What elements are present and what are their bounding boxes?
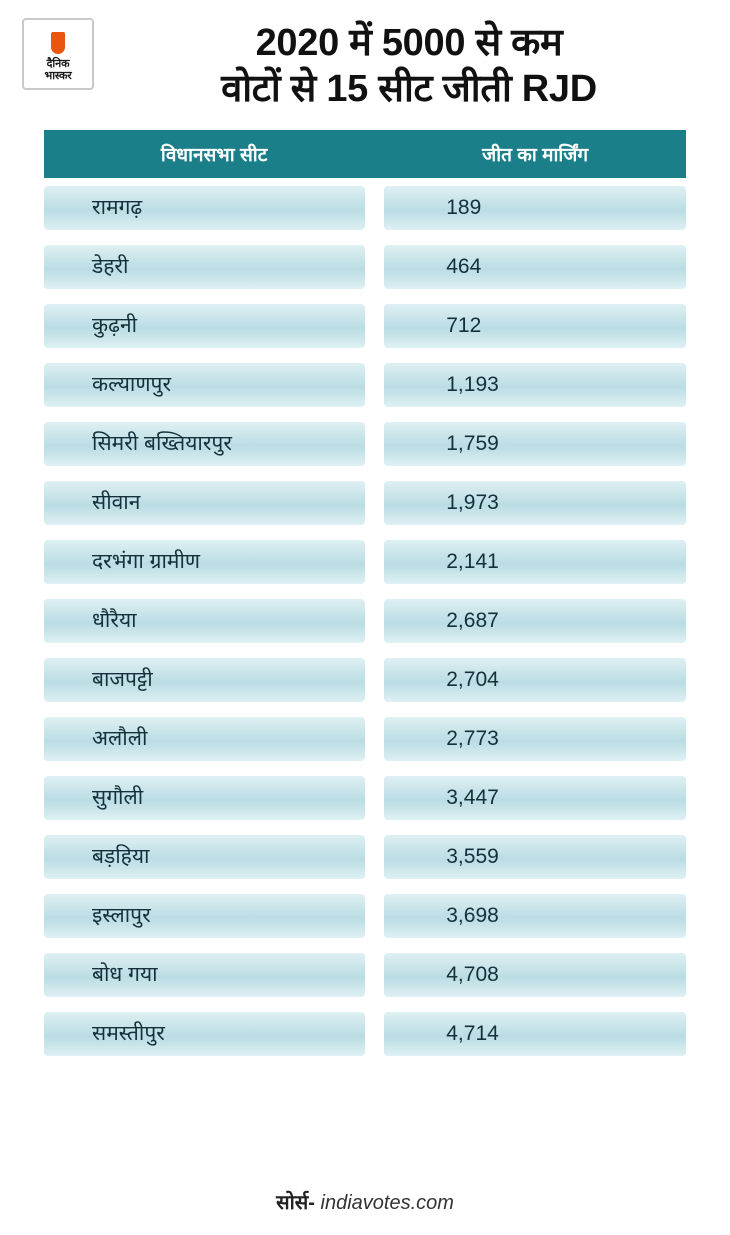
- cell-seat: [44, 304, 365, 348]
- cell-seat: [44, 599, 365, 643]
- margin-value: 3,447: [446, 785, 499, 809]
- page-title-line2: वोटों से 15 सीट जीती RJD: [221, 68, 597, 110]
- table-row: [44, 178, 686, 237]
- margin-value: 1,973: [446, 490, 499, 514]
- table-body: [44, 178, 686, 1063]
- table-row: [44, 650, 686, 709]
- cell-margin: [384, 245, 686, 289]
- source-footer: [0, 1188, 730, 1215]
- seat-name: दरभंगा ग्रामीण: [92, 549, 201, 573]
- page-title: [108, 18, 710, 112]
- table-row: [44, 355, 686, 414]
- cell-margin: [384, 658, 686, 702]
- column-header-seat: विधानसभा सीट: [160, 145, 268, 166]
- seat-name: धौरैया: [92, 608, 137, 632]
- cell-margin: [384, 717, 686, 761]
- page-title-line1: 2020 में 5000 से कम: [255, 22, 563, 64]
- margin-value: 3,698: [446, 903, 499, 927]
- cell-seat: [44, 776, 365, 820]
- table-row: [44, 886, 686, 945]
- cell-margin: [384, 776, 686, 820]
- seat-name: इस्लापुर: [92, 903, 151, 927]
- seat-name: बोध गया: [92, 962, 158, 986]
- cell-margin: [384, 186, 686, 230]
- cell-margin: [384, 304, 686, 348]
- margin-value: 189: [446, 195, 482, 219]
- table-row: [44, 414, 686, 473]
- table-row: [44, 296, 686, 355]
- cell-seat: [44, 717, 365, 761]
- cell-margin: [384, 894, 686, 938]
- seat-name: समस्तीपुर: [92, 1021, 165, 1045]
- data-table: [44, 130, 686, 1063]
- cell-margin: [384, 953, 686, 997]
- margin-value: 1,193: [446, 372, 499, 396]
- cell-seat: [44, 422, 365, 466]
- seat-name: सीवान: [92, 490, 141, 514]
- cell-seat: [44, 953, 365, 997]
- cell-seat: [44, 481, 365, 525]
- cell-margin: [384, 481, 686, 525]
- table-row: [44, 945, 686, 1004]
- seat-name: बड़हिया: [92, 844, 150, 868]
- seat-name: सुगौली: [92, 785, 144, 809]
- margin-value: 464: [446, 254, 482, 278]
- flame-mark-icon: [51, 32, 65, 54]
- margin-value: 2,773: [446, 726, 499, 750]
- seat-name: डेहरी: [92, 254, 129, 278]
- margin-value: 1,759: [446, 431, 499, 455]
- margin-value: 2,704: [446, 667, 499, 691]
- table-row: [44, 827, 686, 886]
- cell-margin: [384, 599, 686, 643]
- cell-seat: [44, 658, 365, 702]
- table-row: [44, 532, 686, 591]
- table-row: [44, 768, 686, 827]
- brand-logo: [22, 18, 94, 90]
- brand-logo-line2: भास्कर: [44, 70, 72, 82]
- cell-margin: [384, 363, 686, 407]
- cell-margin: [384, 540, 686, 584]
- margin-value: 4,708: [446, 962, 499, 986]
- margin-value: 712: [446, 313, 482, 337]
- cell-seat: [44, 540, 365, 584]
- cell-margin: [384, 422, 686, 466]
- seat-name: अलौली: [92, 726, 148, 750]
- seat-name: सिमरी बख्तियारपुर: [92, 431, 232, 455]
- source-label: सोर्स-: [276, 1192, 315, 1214]
- seat-name: कुढ़नी: [92, 313, 138, 337]
- margin-value: 4,714: [446, 1021, 499, 1045]
- cell-seat: [44, 1012, 365, 1056]
- cell-seat: [44, 186, 365, 230]
- margin-value: 2,687: [446, 608, 499, 632]
- cell-seat: [44, 835, 365, 879]
- table-row: [44, 591, 686, 650]
- cell-margin: [384, 1012, 686, 1056]
- brand-logo-line1: दैनिक: [46, 58, 70, 70]
- margin-value: 2,141: [446, 549, 499, 573]
- table-header-row: [44, 130, 686, 178]
- table-row: [44, 709, 686, 768]
- column-header-margin: जीत का मार्जिंग: [482, 145, 589, 166]
- cell-seat: [44, 894, 365, 938]
- table-row: [44, 473, 686, 532]
- table-row: [44, 237, 686, 296]
- seat-name: कल्याणपुर: [92, 372, 172, 396]
- seat-name: बाजपट्टी: [92, 667, 153, 691]
- source-value: indiavotes.com: [320, 1192, 454, 1214]
- cell-margin: [384, 835, 686, 879]
- cell-seat: [44, 245, 365, 289]
- margin-value: 3,559: [446, 844, 499, 868]
- table-row: [44, 1004, 686, 1063]
- seat-name: रामगढ़: [92, 195, 143, 219]
- header: [0, 0, 730, 120]
- cell-seat: [44, 363, 365, 407]
